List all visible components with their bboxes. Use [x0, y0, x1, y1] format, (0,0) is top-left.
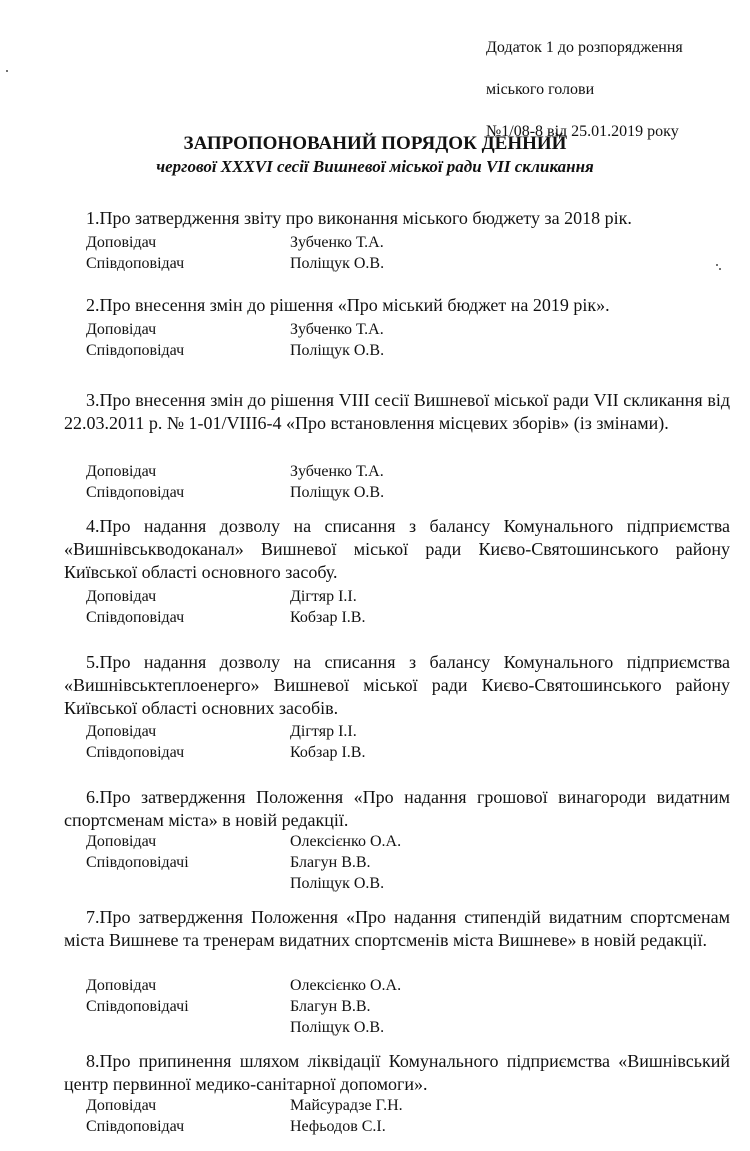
appendix-note-line3: №1/08-8 від 25.01.2019 року [486, 123, 679, 140]
agenda-item-1-role-1: Доповідач [86, 234, 157, 251]
agenda-item-5-person-2: Кобзар І.В. [290, 744, 366, 761]
agenda-item-8-person-1: Майсурадзе Г.Н. [290, 1097, 403, 1114]
agenda-item-8-person-2: Нефьодов С.І. [290, 1118, 386, 1135]
agenda-item-5-role-2: Співдоповідач [86, 744, 185, 761]
agenda-item-7-person-2: Благун В.В. [290, 998, 371, 1015]
agenda-item-4-text: 4.Про надання дозволу на списання з балансу Комунального підприємства «Вишнівськводоканал» Вишневої міської ради Києво-Святошинського району Київської області основного засобу. [64, 516, 730, 582]
agenda-item-4-person-1: Дігтяр І.І. [290, 588, 357, 605]
agenda-item-6-role-1: Доповідач [86, 833, 157, 850]
agenda-item-8-text: 8.Про припинення шляхом ліквідації Комунального підприємства «Вишнівський центр первинної медико-санітарної допомоги». [64, 1051, 730, 1094]
agenda-item-5-role-1: Доповідач [86, 723, 157, 740]
agenda-item-6-person-3: Поліщук О.В. [290, 875, 385, 892]
agenda-item-7-person-3: Поліщук О.В. [290, 1019, 385, 1036]
agenda-item-6-text: 6.Про затвердження Положення «Про надання грошової винагороди видатним спортсменам міста» в новій редакції. [64, 787, 730, 830]
agenda-item-1-role-2: Співдоповідач [86, 255, 185, 272]
agenda-item-2-person-2: Поліщук О.В. [290, 342, 385, 359]
agenda-item-3-person-1: Зубченко Т.А. [290, 463, 384, 480]
agenda-item-6-person-2: Благун В.В. [290, 854, 371, 871]
agenda-item-6-person-1: Олексієнко О.А. [290, 833, 402, 850]
appendix-note-line1: Додаток 1 до розпорядження [486, 39, 683, 56]
agenda-item-2-person-1: Зубченко Т.А. [290, 321, 384, 338]
scan-speck [6, 70, 8, 72]
agenda-item-4-role-2: Співдоповідач [86, 609, 185, 626]
scan-speck [719, 268, 721, 270]
document-title: ЗАПРОПОНОВАНИЙ ПОРЯДОК ДЕННИЙ [183, 133, 567, 154]
agenda-item-3-person-2: Поліщук О.В. [290, 484, 385, 501]
agenda-item-1-person-1: Зубченко Т.А. [290, 234, 384, 251]
agenda-item-2-text: 2.Про внесення змін до рішення «Про міський бюджет на 2019 рік». [86, 295, 610, 315]
agenda-item-4-role-1: Доповідач [86, 588, 157, 605]
agenda-item-6-role-2: Співдоповідачі [86, 854, 189, 871]
agenda-item-8-role-1: Доповідач [86, 1097, 157, 1114]
agenda-item-7-role-1: Доповідач [86, 977, 157, 994]
agenda-item-2-role-1: Доповідач [86, 321, 157, 338]
appendix-note-line2: міського голови [486, 81, 595, 98]
agenda-item-3-text: 3.Про внесення змін до рішення VIII сесії Вишневої міської ради VII скликання від 22.03.2011 р. № 1-01/VIII6-4 «Про встановлення місцевих зборів» (із змінами). [64, 390, 730, 433]
agenda-item-4-person-2: Кобзар І.В. [290, 609, 366, 626]
agenda-item-7-role-2: Співдоповідачі [86, 998, 189, 1015]
agenda-item-3-role-2: Співдоповідач [86, 484, 185, 501]
agenda-item-2-role-2: Співдоповідач [86, 342, 185, 359]
agenda-item-5-text: 5.Про надання дозволу на списання з балансу Комунального підприємства «Вишнівськтеплоенерго» Вишневої міської ради Києво-Святошинського району Київської області основних засобів. [64, 652, 730, 718]
agenda-item-1-text: 1.Про затвердження звіту про виконання міського бюджету за 2018 рік. [86, 208, 632, 228]
agenda-item-7-text: 7.Про затвердження Положення «Про надання стипендій видатним спортсменам міста Вишневе та тренерам видатних спортсменів міста Вишневе» в новій редакції. [64, 907, 730, 950]
agenda-item-5-person-1: Дігтяр І.І. [290, 723, 357, 740]
scan-speck [716, 264, 718, 266]
document-subtitle: чергової XXXVI сесії Вишневої міської ради VII скликання [156, 157, 594, 176]
agenda-item-8-role-2: Співдоповідач [86, 1118, 185, 1135]
agenda-item-3-role-1: Доповідач [86, 463, 157, 480]
agenda-item-7-person-1: Олексієнко О.А. [290, 977, 402, 994]
agenda-item-1-person-2: Поліщук О.В. [290, 255, 385, 272]
